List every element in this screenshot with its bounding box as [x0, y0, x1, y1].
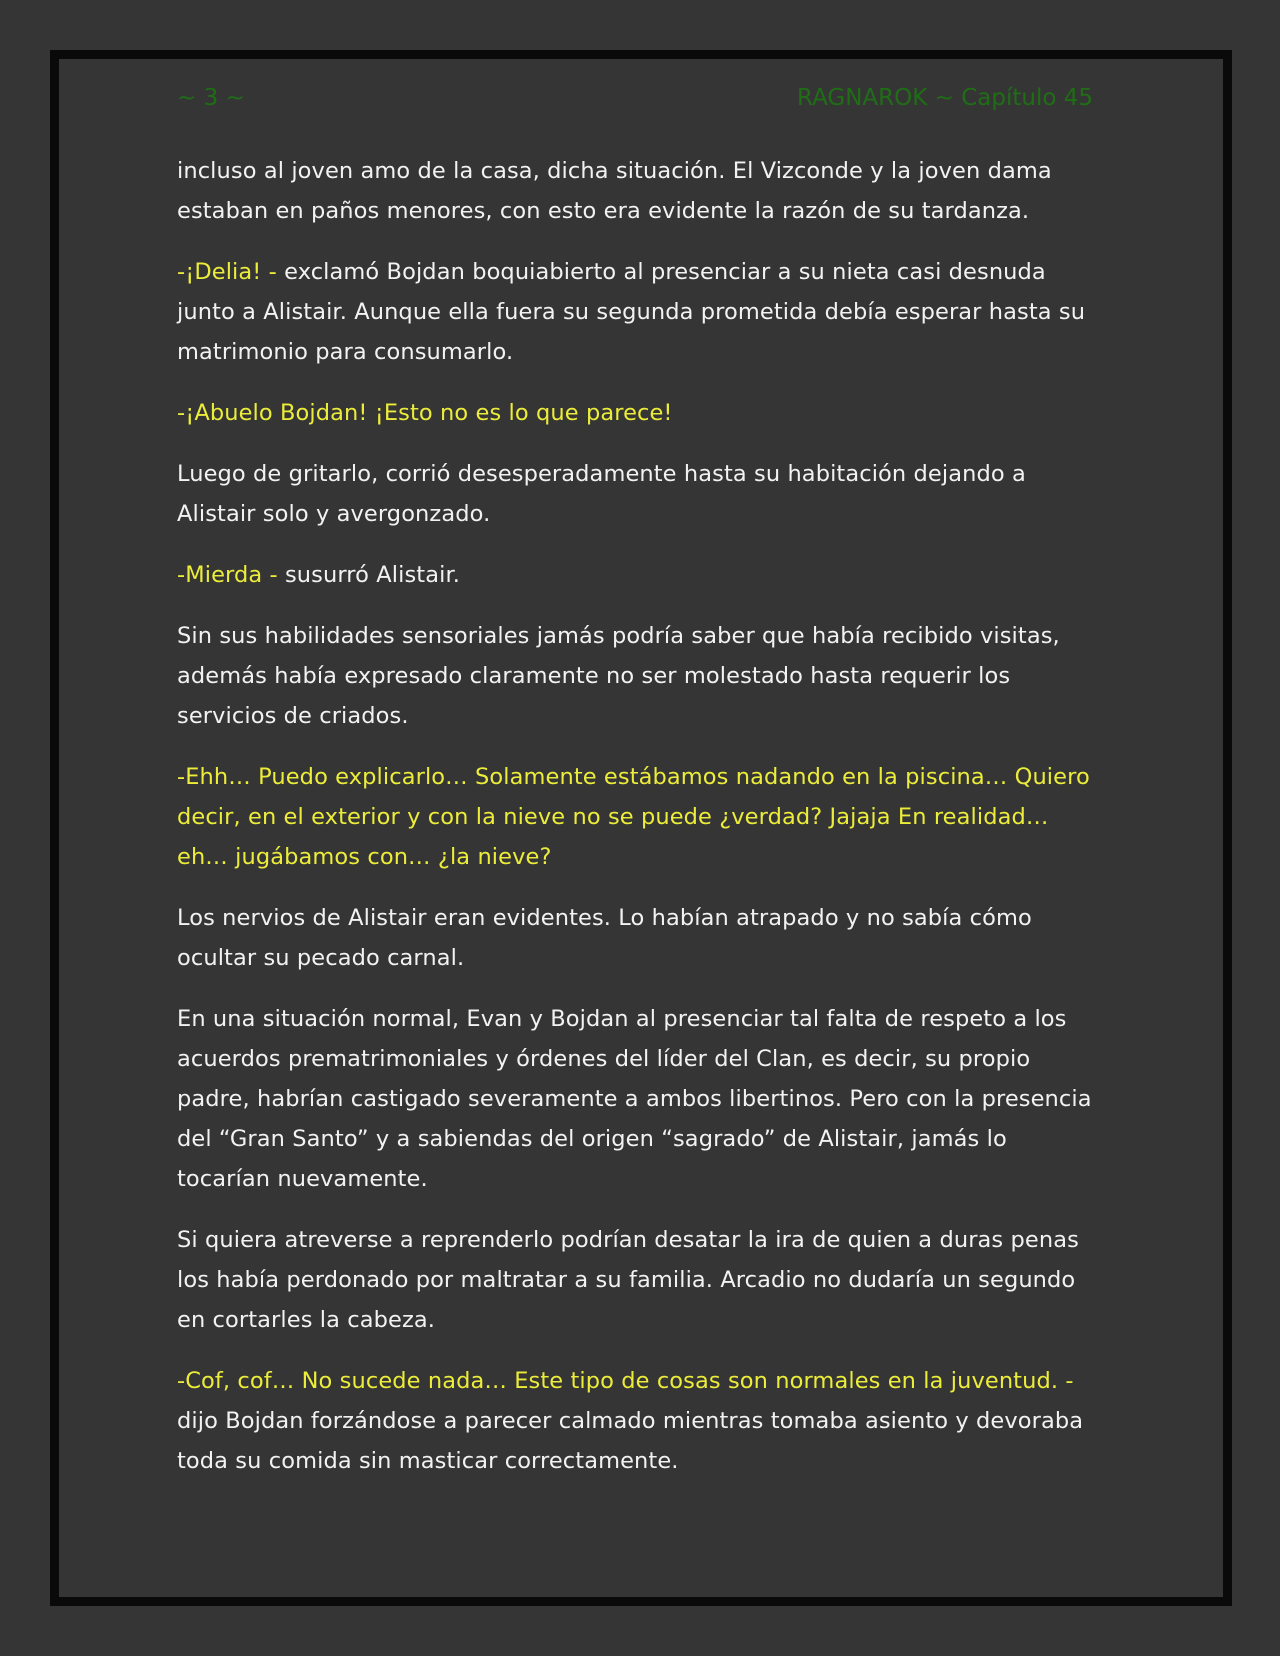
- dialogue-text: -¡Delia! -: [177, 259, 285, 285]
- narration-text: incluso al joven amo de la casa, dicha situación. El Vizconde y la joven dama estaban en paños menores, con esto era evidente la razón de su tardanza.: [177, 158, 1052, 224]
- paragraph: [177, 1220, 1105, 1340]
- narration-text: Si quiera atreverse a reprenderlo podrían desatar la ira de quien a duras penas los había perdonado por maltratar a su familia. Arcadio no dudaría un segundo en cortarles la cabeza.: [177, 1227, 1079, 1333]
- running-title: RAGNAROK ~ Capítulo 45: [797, 85, 1093, 111]
- dialogue-text: -¡Abuelo Bojdan! ¡Esto no es lo que parece!: [177, 400, 673, 426]
- page-frame: [50, 50, 1232, 1606]
- page-body: [177, 151, 1105, 1502]
- page-number: ~ 3 ~: [177, 85, 245, 111]
- narration-text: Luego de gritarlo, corrió desesperadamente hasta su habitación dejando a Alistair solo y avergonzado.: [177, 461, 1026, 527]
- paragraph: [177, 757, 1105, 877]
- narration-text: susurró Alistair.: [284, 562, 460, 588]
- narration-text: En una situación normal, Evan y Bojdan al presenciar tal falta de respeto a los acuerdos prematrimoniales y órdenes del líder del Clan, es decir, su propio padre, habrían castigado severamente a ambos libertinos. Pero con la presencia del “Gran Santo” y a sabiendas del origen “sagrado” de Alistair, jamás lo tocarían nuevamente.: [177, 1006, 1092, 1192]
- narration-text: dijo Bojdan forzándose a parecer calmado mientras tomaba asiento y devoraba toda su comida sin masticar correctamente.: [177, 1408, 1084, 1474]
- paragraph: [177, 898, 1105, 978]
- paragraph: [177, 999, 1105, 1199]
- paragraph: [177, 151, 1105, 231]
- paragraph: [177, 616, 1105, 736]
- paragraph: [177, 252, 1105, 372]
- narration-text: exclamó Bojdan boquiabierto al presenciar a su nieta casi desnuda junto a Alistair. Aunque ella fuera su segunda prometida debía esperar hasta su matrimonio para consumarlo.: [177, 259, 1086, 365]
- dialogue-text: -Ehh… Puedo explicarlo… Solamente estábamos nadando en la piscina… Quiero decir, en el exterior y con la nieve no se puede ¿verdad? Jajaja En realidad… eh… jugábamos con… ¿la nieve?: [177, 764, 1090, 870]
- paragraph: [177, 454, 1105, 534]
- paragraph: [177, 555, 1105, 595]
- paragraph: [177, 1361, 1105, 1481]
- dialogue-text: -Mierda -: [177, 562, 285, 588]
- dialogue-text: -Cof, cof… No sucede nada… Este tipo de cosas son normales en la juventud. -: [177, 1368, 1074, 1394]
- narration-text: Los nervios de Alistair eran evidentes. Lo habían atrapado y no sabía cómo ocultar su pecado carnal.: [177, 905, 1032, 971]
- page-header: [177, 85, 1093, 115]
- paragraph: [177, 393, 1105, 433]
- narration-text: Sin sus habilidades sensoriales jamás podría saber que había recibido visitas, además había expresado claramente no ser molestado hasta requerir los servicios de criados.: [177, 623, 1060, 729]
